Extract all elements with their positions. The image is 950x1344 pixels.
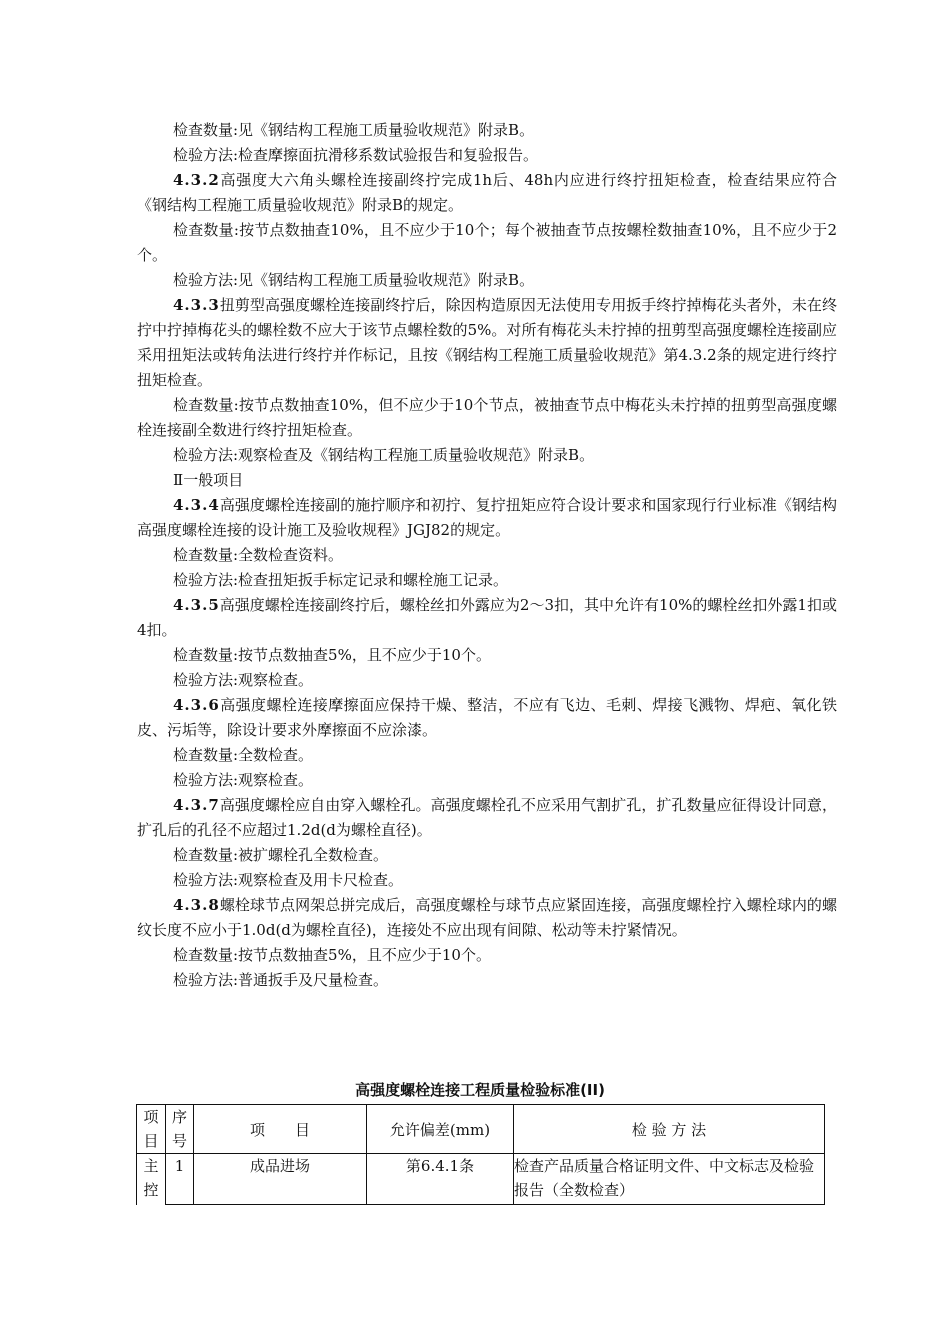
paragraph [137, 793, 837, 843]
paragraph-text: 高强度螺栓连接副的施拧顺序和初拧、复拧扭矩应符合设计要求和国家现行行业标准《钢结构高强度螺栓连接的设计施工及验收规程》JGJ82的规定。 [137, 496, 837, 539]
cell-category: 主控 [137, 1154, 166, 1205]
paragraph [137, 143, 837, 168]
paragraph-text: 检验方法:见《钢结构工程施工质量验收规范》附录B。 [173, 271, 535, 289]
paragraph-text: 检查数量:全数检查。 [173, 746, 314, 764]
paragraph [137, 218, 837, 268]
document-body [137, 118, 837, 993]
paragraph [137, 743, 837, 768]
paragraph-text: 检查数量:全数检查资料。 [173, 546, 344, 564]
paragraph-text: 检查数量:按节点数抽查10%，但不应少于10个节点，被抽查节点中梅花头未拧掉的扭剪型高强度螺栓连接副全数进行终拧扭矩检查。 [137, 396, 837, 439]
paragraph-text: 扭剪型高强度螺栓连接副终拧后，除因构造原因无法使用专用扳手终拧掉梅花头者外，未在终拧中拧掉梅花头的螺栓数不应大于该节点螺栓数的5%。对所有梅花头未拧掉的扭剪型高强度螺栓连接副应采用扭矩法或转角法进行终拧并作标记，且按《钢结构工程施工质量验收规范》第4.3.2条的规定进行终拧扭矩检查。 [137, 296, 837, 389]
paragraph-text: 检验方法:观察检查。 [173, 671, 314, 689]
paragraph-text: 检验方法:观察检查及用卡尺检查。 [173, 871, 404, 889]
paragraph [137, 443, 837, 468]
inspection-standard-table [136, 1104, 825, 1205]
cell-tolerance: 第6.4.1条 [367, 1154, 514, 1205]
clause-number: 4.3.7 [173, 796, 220, 814]
clause-number: 4.3.8 [173, 896, 220, 914]
paragraph [137, 693, 837, 743]
paragraph [137, 493, 837, 543]
clause-number: 4.3.6 [173, 696, 220, 714]
paragraph [137, 893, 837, 943]
cell-item: 成品进场 [194, 1154, 367, 1205]
cell-method: 检查产品质量合格证明文件、中文标志及检验报告（全数检查） [514, 1154, 825, 1205]
paragraph-text: 检查数量:按节点数抽查5%，且不应少于10个。 [173, 646, 491, 664]
table-title: 高强度螺栓连接工程质量检验标准(II) [355, 1081, 605, 1099]
paragraph [137, 593, 837, 643]
paragraph-text: 检验方法:普通扳手及尺量检查。 [173, 971, 389, 989]
paragraph [137, 268, 837, 293]
table-header-row [137, 1105, 825, 1154]
paragraph [137, 643, 837, 668]
paragraph [137, 543, 837, 568]
paragraph-text: 高强度大六角头螺栓连接副终拧完成1h后、48h内应进行终拧扭矩检查，检查结果应符合《钢结构工程施工质量验收规范》附录B的规定。 [137, 171, 837, 214]
paragraph [137, 468, 837, 493]
paragraph [137, 668, 837, 693]
paragraph-text: 检查数量:按节点数抽查10%，且不应少于10个；每个被抽查节点按螺栓数抽查10%，且不应少于2个。 [137, 221, 837, 264]
paragraph-text: 检验方法:观察检查。 [173, 771, 314, 789]
paragraph-text: 螺栓球节点网架总拼完成后，高强度螺栓与球节点应紧固连接，高强度螺栓拧入螺栓球内的螺纹长度不应小于1.0d(d为螺栓直径)，连接处不应出现有间隙、松动等未拧紧情况。 [137, 896, 837, 939]
paragraph [137, 568, 837, 593]
paragraph [137, 393, 837, 443]
paragraph [137, 118, 837, 143]
cell-seq: 1 [166, 1154, 194, 1205]
paragraph-text: 检查数量:被扩螺栓孔全数检查。 [173, 846, 389, 864]
header-item: 项 目 [194, 1105, 367, 1154]
header-category: 项目 [137, 1105, 166, 1154]
paragraph-text: 检验方法:检查扭矩扳手标定记录和螺栓施工记录。 [173, 571, 509, 589]
paragraph [137, 168, 837, 218]
paragraph [137, 943, 837, 968]
header-seq: 序号 [166, 1105, 194, 1154]
paragraph [137, 768, 837, 793]
clause-number: 4.3.2 [173, 171, 220, 189]
paragraph-text: 高强度螺栓连接摩擦面应保持干燥、整洁，不应有飞边、毛刺、焊接飞溅物、焊疤、氧化铁皮、污垢等，除设计要求外摩擦面不应涂漆。 [137, 696, 837, 739]
paragraph-text: 检验方法:检查摩擦面抗滑移系数试验报告和复验报告。 [173, 146, 539, 164]
paragraph-text: Ⅱ一般项目 [173, 471, 244, 489]
paragraph-text: 检查数量:见《钢结构工程施工质量验收规范》附录B。 [173, 121, 535, 139]
paragraph [137, 293, 837, 393]
clause-number: 4.3.4 [173, 496, 220, 514]
header-method: 检 验 方 法 [514, 1105, 825, 1154]
paragraph [137, 868, 837, 893]
paragraph-text: 高强度螺栓连接副终拧后，螺栓丝扣外露应为2～3扣，其中允许有10%的螺栓丝扣外露1扣或4扣。 [137, 596, 837, 639]
paragraph [137, 843, 837, 868]
paragraph-text: 高强度螺栓应自由穿入螺栓孔。高强度螺栓孔不应采用气割扩孔，扩孔数量应征得设计同意，扩孔后的孔径不应超过1.2d(d为螺栓直径)。 [137, 796, 837, 839]
paragraph-text: 检验方法:观察检查及《钢结构工程施工质量验收规范》附录B。 [173, 446, 595, 464]
paragraph-text: 检查数量:按节点数抽查5%，且不应少于10个。 [173, 946, 491, 964]
header-tolerance: 允许偏差(mm) [367, 1105, 514, 1154]
clause-number: 4.3.5 [173, 596, 220, 614]
clause-number: 4.3.3 [173, 296, 220, 314]
paragraph [137, 968, 837, 993]
table-row [137, 1154, 825, 1205]
